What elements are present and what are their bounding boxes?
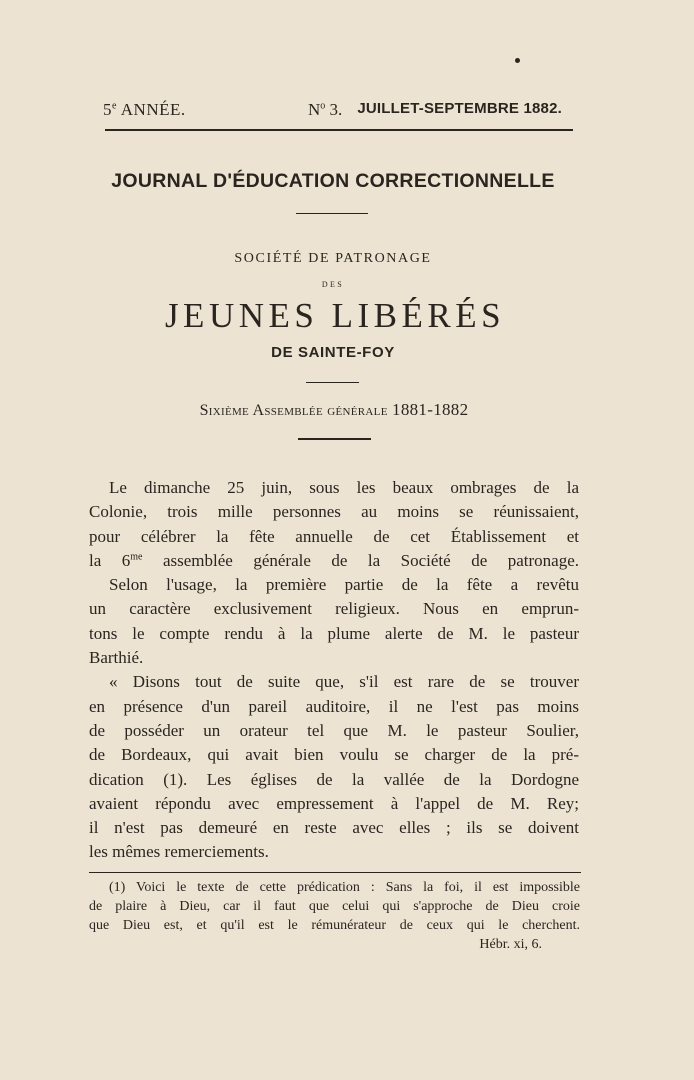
text-line: avaient répondu avec empressement à l'appel de M. Rey; — [89, 793, 579, 813]
footnote-line: (1) Voici le texte de cette prédication : Sans la foi, il est impossible — [109, 880, 580, 895]
assembly-years: 1881-1882 — [392, 400, 469, 419]
text-line: tons le compte rendu à la plume alerte de M. le pasteur — [89, 623, 579, 643]
text-line: de posséder un orateur tel que M. le pasteur Soulier, — [89, 720, 579, 740]
journal-title: JOURNAL D'ÉDUCATION CORRECTIONNELLE — [111, 170, 555, 192]
running-header — [103, 100, 562, 122]
text-line: la $6^{me}$ assemblée générale de la Société de patronage. — [89, 550, 579, 570]
divider — [306, 382, 359, 383]
text-line: il n'est pas demeuré en reste avec elles ; ils se doivent — [89, 818, 579, 838]
text-line: dication (1). Les églises de la vallée de la Dordogne — [89, 769, 579, 789]
text-line: Le dimanche 25 juin, sous les beaux ombrages de la — [109, 478, 579, 497]
text-line: un caractère exclusivement religieux. Nous en emprun- — [89, 599, 579, 619]
text-line: en présence d'un pareil auditoire, il ne l'est pas moins — [89, 696, 579, 716]
divider — [298, 438, 371, 440]
header-rule — [105, 129, 573, 131]
text-line: Colonie, trois mille personnes au moins se réunissaient, — [89, 502, 579, 522]
footnote-line: que Dieu est, et qu'il est le rémunérateur de ceux qui le cherchent. — [89, 918, 580, 933]
text-line: Barthié. — [89, 648, 144, 668]
footnote-rule — [89, 872, 581, 873]
assembly-heading — [0, 400, 668, 420]
footnote-line: de plaire à Dieu, car il faut que celui qui s'approche de Dieu croie — [89, 899, 580, 914]
text-line: de Bordeaux, qui avait bien voulu se charger de la pré- — [89, 745, 579, 765]
header-annee: 5e ANNÉE. — [103, 100, 186, 119]
main-title: JEUNES LIBÉRÉS — [164, 296, 506, 335]
text-line: Selon l'usage, la première partie de la fête a revêtu — [109, 575, 579, 595]
text-line: les mêmes remerciements. — [89, 842, 269, 862]
header-numero: $N^o$ 3. — [308, 100, 343, 119]
header-periode: JUILLET-SEPTEMBRE 1882. — [357, 100, 562, 117]
text-line: « Disons tout de suite que, s'il est rare de se trouver — [109, 672, 579, 692]
footnote — [89, 878, 580, 954]
subtitle: DE SAINTE-FOY — [271, 344, 395, 361]
ink-dot — [515, 58, 520, 63]
text-line: pour célébrer la fête annuelle de cet Établissement et — [89, 526, 579, 546]
des-heading: DES — [321, 280, 345, 289]
divider — [296, 213, 368, 214]
societe-heading: SOCIÉTÉ DE PATRONAGE — [234, 251, 432, 266]
assembly-label: Sixième Assemblée générale — [199, 402, 388, 419]
footnote-reference: Hébr. xi, 6. — [479, 937, 542, 952]
article-body — [89, 476, 579, 865]
